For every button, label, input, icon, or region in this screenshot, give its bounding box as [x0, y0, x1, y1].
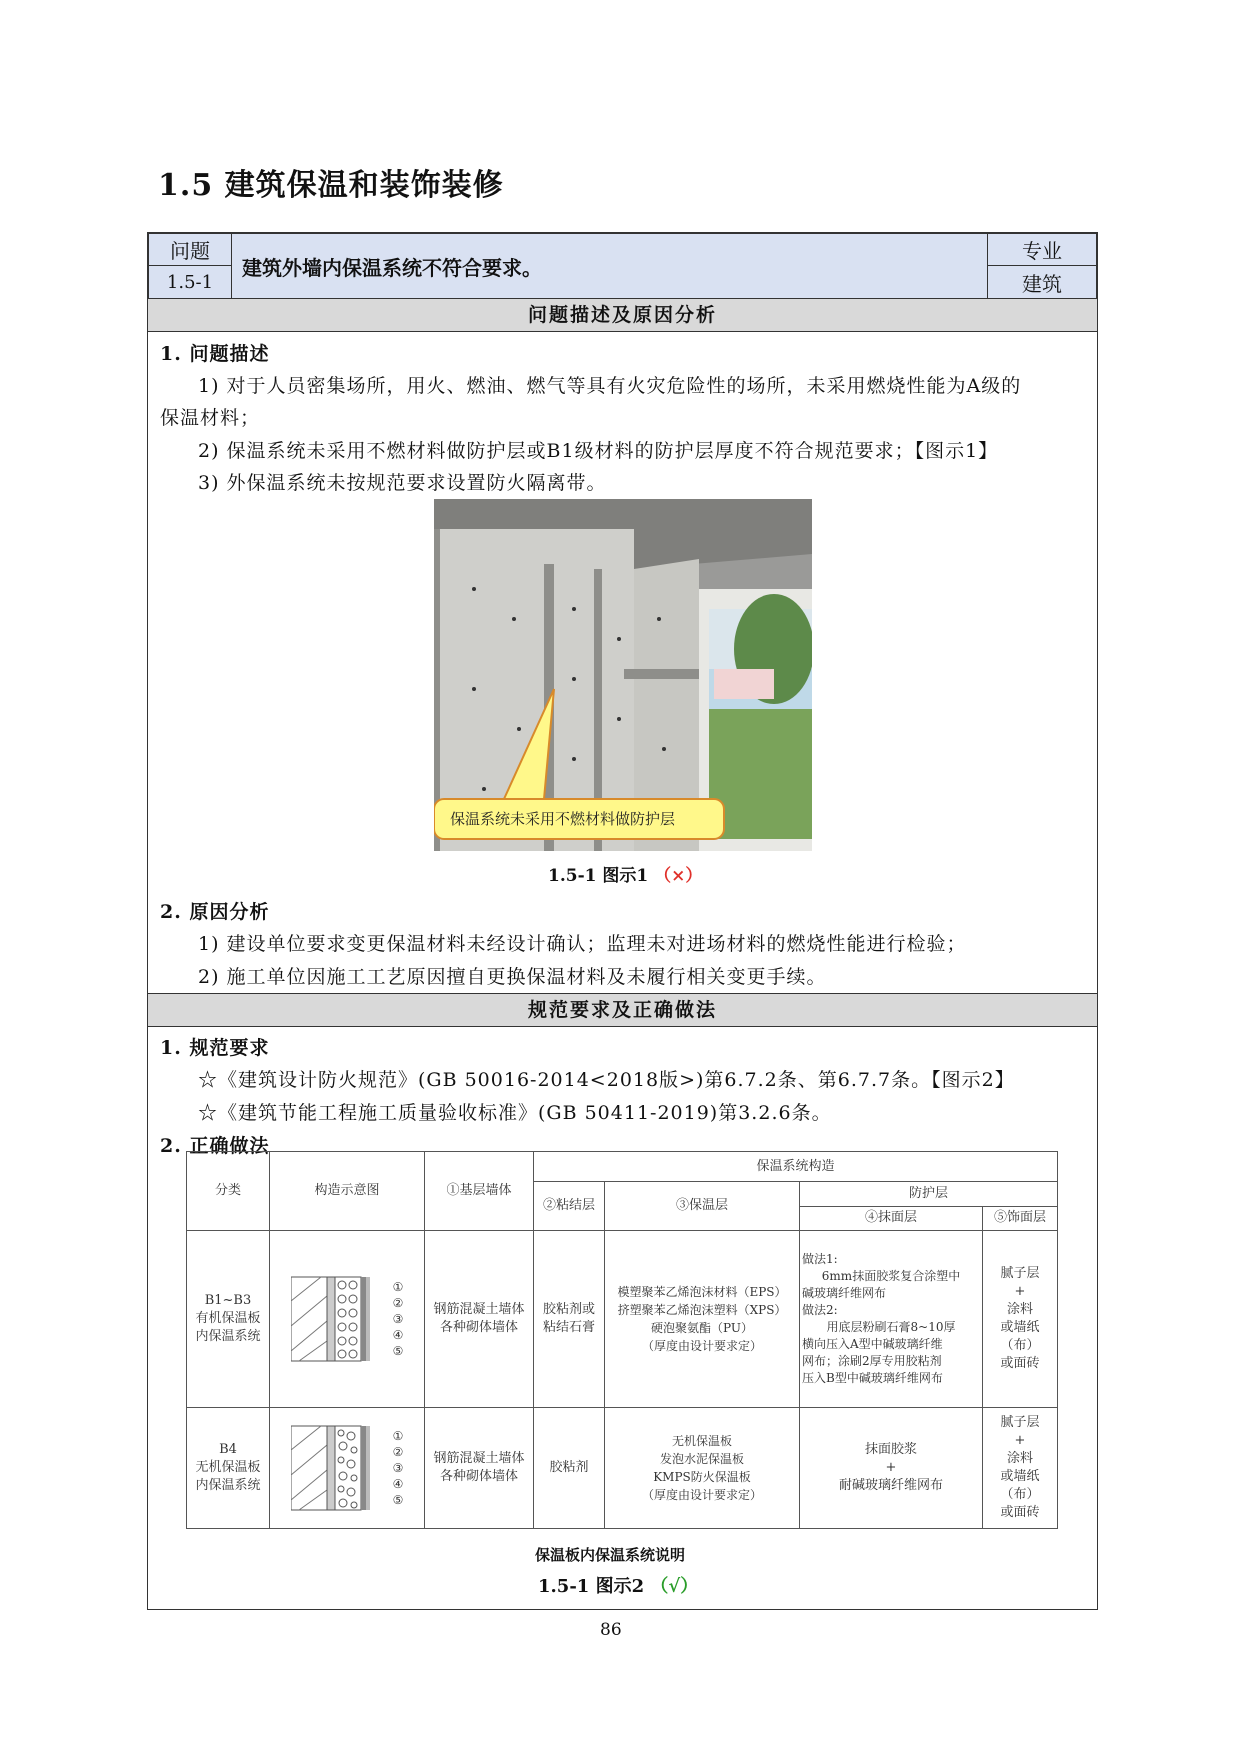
figure1-caption — [548, 861, 702, 886]
discipline-label: 专业 — [987, 233, 1097, 266]
desc-line: 1) 对于人员密集场所，用火、燃油、燃气等具有火灾危险性的场所，未采用燃烧性能为A级的 — [198, 375, 1022, 397]
insulation-cell: 模塑聚苯乙烯泡沫材料（EPS） 挤塑聚苯乙烯泡沫塑料（XPS） 硬泡聚氨酯（PU） （厚度由设计要求定） — [605, 1230, 800, 1407]
photo-callout: 保温系统未采用不燃材料做防护层 — [450, 811, 676, 828]
finish-cell: 腻子层 + 涂料 或墙纸（布） 或面砖 — [983, 1230, 1058, 1407]
table-caption: 保温板内保温系统说明 — [535, 1547, 686, 1564]
base-cell: 钢筋混凝土墙体 各种砌体墙体 — [425, 1407, 534, 1528]
construction-photo — [434, 499, 812, 851]
plaster-cell: 做法1: 6mm抹面胶浆复合涂塑中 碱玻璃纤维网布 做法2: 用底层粉刷石膏8~10厚 横向压入A型中碱玻璃纤维 网布；涂刷2厚专用胶粘剂 压入B型中碱玻璃纤维网布 — [800, 1230, 983, 1407]
requirement-line: ☆《建筑设计防火规范》(GB 50016-2014<2018版>)第6.7.2条、第6.7.7条。【图示2】 — [198, 1069, 1015, 1091]
col-class-header: 分类 — [187, 1152, 270, 1231]
col-insulation-header: ③保温层 — [605, 1182, 800, 1231]
issue-label: 问题 — [148, 233, 232, 266]
requirements-heading: 1. 规范要求 — [160, 1037, 270, 1059]
adhesive-cell: 胶粘剂或 粘结石膏 — [534, 1230, 605, 1407]
base-cell: 钢筋混凝土墙体 各种砌体墙体 — [425, 1230, 534, 1407]
layer-diagram: ① ② ③ ④ ⑤ — [270, 1407, 425, 1528]
discipline-value: 建筑 — [987, 265, 1097, 299]
requirement-line: ☆《建筑节能工程施工质量验收标准》(GB 50411-2019)第3.2.6条。 — [198, 1102, 832, 1124]
incorrect-mark: （×） — [654, 866, 703, 886]
page-number: 86 — [600, 1620, 622, 1640]
wall-section-diagram — [291, 1420, 391, 1516]
desc-line: 3) 外保温系统未按规范要求设置防火隔离带。 — [198, 472, 607, 494]
cause-line: 2) 施工单位因施工工艺原因擅自更换保温材料及未履行相关变更手续。 — [198, 966, 827, 988]
protect-header: 防护层 — [800, 1182, 1058, 1206]
analysis-bar: 问题描述及原因分析 — [148, 298, 1097, 332]
desc-heading: 1. 问题描述 — [160, 343, 270, 365]
finish-cell: 腻子层 + 涂料 或墙纸（布） 或面砖 — [983, 1407, 1058, 1528]
cause-line: 1) 建设单位要求变更保温材料未经设计确认；监理未对进场材料的燃烧性能进行检验； — [198, 933, 967, 955]
table-row — [187, 1407, 1058, 1528]
class-cell: B4 无机保温板 内保温系统 — [187, 1407, 270, 1528]
insulation-system-table — [186, 1151, 1058, 1529]
col-plaster-header: ④抹面层 — [800, 1206, 983, 1230]
figure2-label: 1.5-1 图示2 — [538, 1576, 645, 1597]
requirements-bar: 规范要求及正确做法 — [148, 993, 1097, 1027]
system-header: 保温系统构造 — [534, 1152, 1058, 1182]
figure2-caption — [538, 1572, 698, 1598]
layer-diagram: ① ② ③ ④ ⑤ — [270, 1230, 425, 1407]
desc-line: 保温材料； — [160, 407, 261, 429]
issue-title: 建筑外墙内保温系统不符合要求。 — [231, 233, 988, 299]
table-row — [187, 1230, 1058, 1407]
plaster-cell: 抹面胶浆 + 耐碱玻璃纤维网布 — [800, 1407, 983, 1528]
issue-id: 1.5-1 — [148, 265, 232, 299]
cause-heading: 2. 原因分析 — [160, 901, 270, 923]
method-heading: 2. 正确做法 — [160, 1135, 270, 1157]
adhesive-cell: 胶粘剂 — [534, 1407, 605, 1528]
desc-line: 2) 保温系统未采用不燃材料做防护层或B1级材料的防护层厚度不符合规范要求；【图示1】 — [198, 440, 999, 462]
wall-section-diagram — [291, 1271, 391, 1367]
correct-mark: （√） — [650, 1576, 699, 1597]
class-cell: B1~B3 有机保温板 内保温系统 — [187, 1230, 270, 1407]
col-adhesive-header: ②粘结层 — [534, 1182, 605, 1231]
issue-card — [147, 232, 1098, 1610]
section-title: 1.5 建筑保温和装饰装修 — [158, 168, 504, 203]
col-base-header: ①基层墙体 — [425, 1152, 534, 1231]
col-diagram-header: 构造示意图 — [270, 1152, 425, 1231]
insulation-cell: 无机保温板 发泡水泥保温板 KMPS防火保温板 （厚度由设计要求定） — [605, 1407, 800, 1528]
figure1-label: 1.5-1 图示1 — [548, 866, 649, 886]
col-finish-header: ⑤饰面层 — [983, 1206, 1058, 1230]
